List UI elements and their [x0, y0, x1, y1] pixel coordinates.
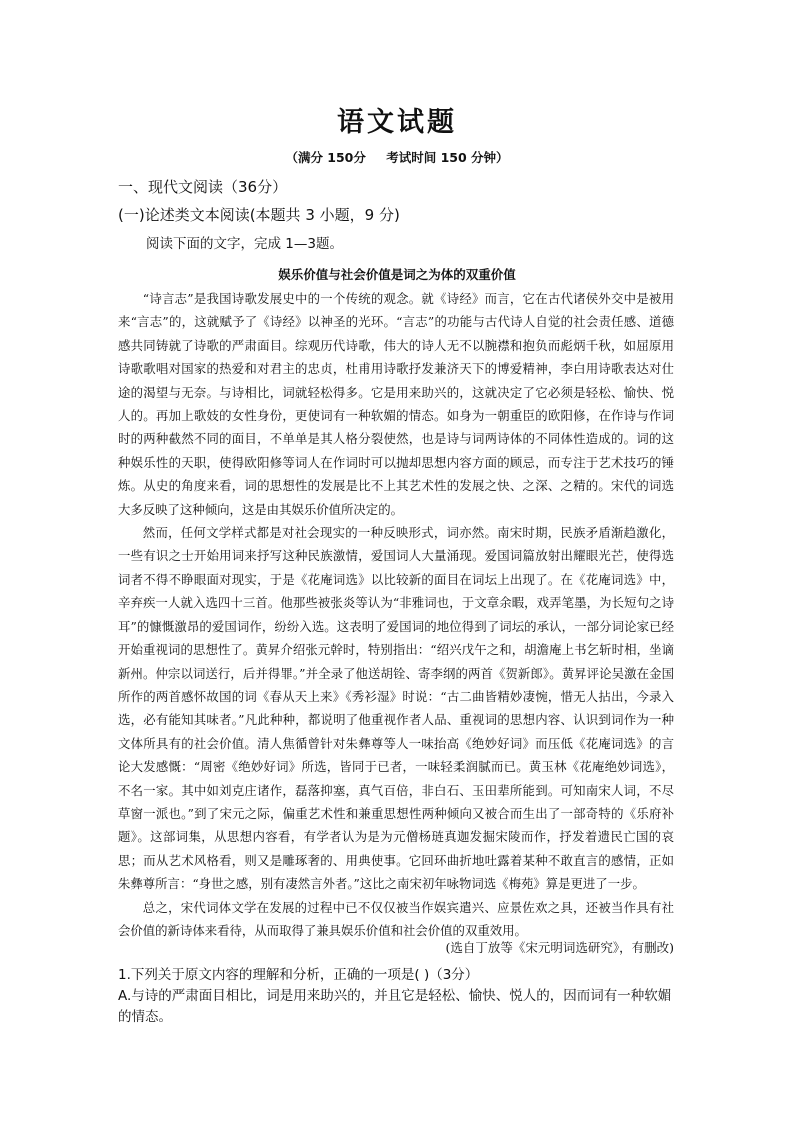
article-paragraph: 总之，宋代词体文学在发展的过程中已不仅仅被当作娱宾遣兴、应景佐欢之具，还被当作具有社会价值的新诗体来看待，从而取得了兼具娱乐价值和社会价值的双重效用。 — [118, 899, 674, 938]
reading-instruction: 阅读下面的文字，完成 1—3题。 — [146, 236, 343, 252]
article-body — [118, 287, 674, 942]
article-source: (选自丁放等《宋元明词选研究》，有删改) — [445, 940, 674, 955]
subsection-heading: (一)论述类文本阅读(本题共 3 小题，9 分) — [118, 206, 400, 224]
question-1-stem: 1.下列关于原文内容的理解和分析，正确的一项是( )（3分） — [118, 967, 479, 983]
section-heading: 一、现代文阅读（36分） — [118, 178, 288, 196]
full-score-text: （满分 150分 — [285, 150, 366, 165]
exam-meta — [0, 148, 794, 166]
article-title: 娱乐价值与社会价值是词之为体的双重价值 — [278, 267, 516, 282]
article-paragraph: “诗言志”是我国诗歌发展史中的一个传统的观念。就《诗经》而言，它在古代诸侯外交中是被用来“言志”的，这就赋予了《诗经》以神圣的光环。“言志”的功能与古代诗人自觉的社会责任感、道德感共同铸就了诗歌的严肃面目。综观历代诗歌，伟大的诗人无不以腕襟和抱负而彪炳千秋，如屈原用诗歌歌唱对国家的热爱和对君主的忠贞，杜甫用诗歌抒发兼济天下的博爱精神，李白用诗歌表达对仕途的渴望与无奈。与诗相比，词就轻松得多。它是用来助兴的，这就决定了它必须是轻松、愉快、悦人的。再加上歌妓的女性身份，更使词有一种软媚的情态。如身为一朝重臣的欧阳修，在作诗与作词时的两种截然不同的面目，不单单是其人格分裂使然，也是诗与词两诗体的不同体性造成的。词的这种娱乐性的天职，使得欧阳修等词人在作词时可以抛却思想内容方面的顾忌，而专注于艺术技巧的锤炼。从史的角度来看，词的思想性的发展是比不上其艺术性的发展之快、之深、之精的。宋代的词选大多反映了这种倾向，这是由其娱乐价值所决定的。 — [118, 291, 674, 517]
exam-time-text: 考试时间 150 分钟） — [386, 150, 509, 165]
article-paragraph: 然而，任何文学样式都是对社会现实的一种反映形式，词亦然。南宋时期，民族矛盾渐趋激化，一些有识之士开始用词来抒写这种民族激情，爱国词人大量涌现。爱国词篇放射出耀眼光芒，使得选词者不得不睁眼面对现实，于是《花庵词选》以比较新的面目在词坛上出现了。在《花庵词选》中，辛弃疾一人就入选四十三首。他那些被张炎等认为“非雅词也，于文章余暇，戏弄笔墨，为长短句之诗耳”的慷慨激昂的爱国词作，纷纷入选。这表明了爱国词的地位得到了词坛的承认，一部分词论家已经开始重视词的思想性了。黄昇介绍张元幹时，特别指出：“绍兴戊午之和，胡澹庵上书乞斩时相，坐谪新州。仲宗以词送行，后并得罪。”并全录了他送胡铨、寄李纲的两首《贺新郎》。黄昇评论吴激在金国所作的两首感怀故国的词《春从天上来》《秀衫湿》时说：“古二曲皆精妙凄惋，惜无人拈出，今录入选，必有能知其味者。”凡此种种，都说明了他重视作者人品、重视词的思想内容、认识到词作为一种文体所具有的社会价值。清人焦循曾针对朱彝尊等人一味抬高《绝妙好词》而压低《花庵词选》的言论大发感慨：“周密《绝妙好词》所选，皆同于已者，一味轻柔润腻而已。黄玉林《花庵绝妙词选》，不名一家。其中如刘克庄诸作，磊落抑塞，真气百倍，非白石、玉田辈所能到。可知南宋人词，不尽草窗一派也。”到了宋元之际，偏重艺术性和兼重思想性两种倾向又被合而生出了一部奇特的《乐府补题》。这部词集，从思想内容看，有学者认为是为元僧杨琏真迦发掘宋陵而作，抒发着遗民亡国的哀思；而从艺术风格看，则又是雕琢奢的、用典使事。它回环曲折地吐露着某种不敢直言的感情，正如朱彝尊所言：“身世之感，别有凄然言外者。”这比之南宋初年咏物词选《梅苑》算是更进了一步。 — [118, 525, 674, 892]
question-1-option-a: A.与诗的严肃面目相比，词是用来助兴的，并且它是轻松、愉快、悦人的，因而词有一种软媚的情态。 — [118, 988, 672, 1025]
page-title: 语文试题 — [337, 107, 457, 138]
